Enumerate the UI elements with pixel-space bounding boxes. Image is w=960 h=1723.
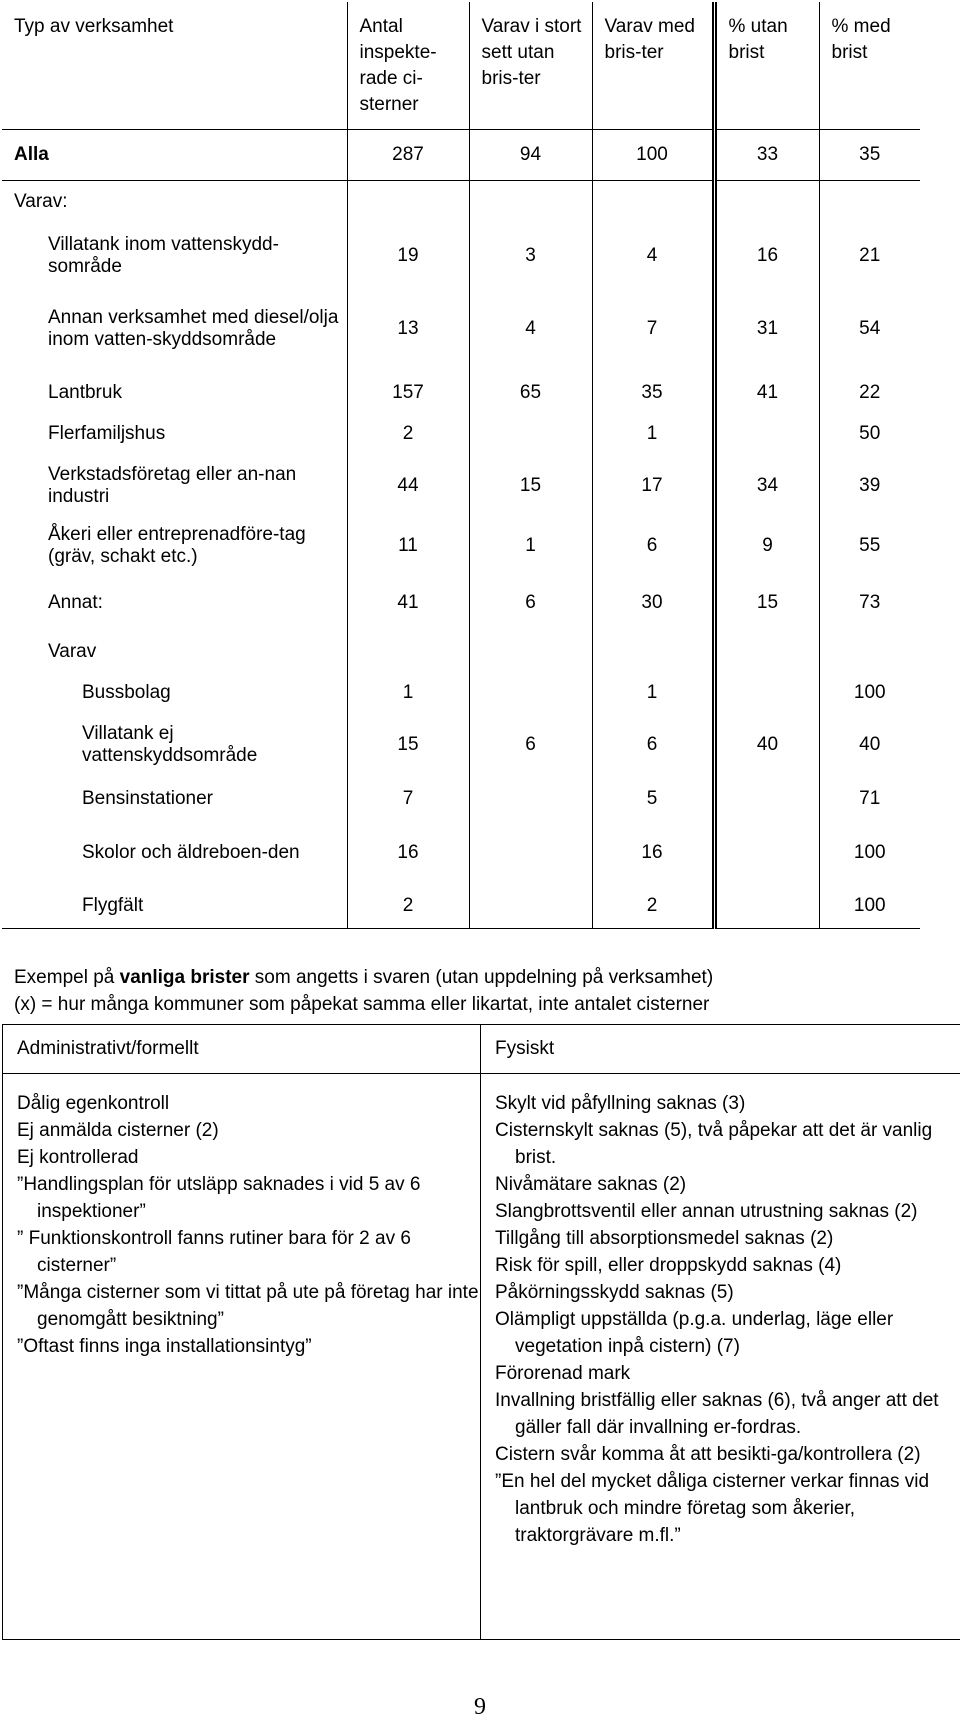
inspection-table xyxy=(2,2,920,929)
cell-value xyxy=(592,631,714,672)
table-row xyxy=(2,714,920,776)
table-row xyxy=(2,414,920,454)
table-row xyxy=(2,454,920,517)
cell-value: 6 xyxy=(592,714,714,776)
row-label: Annat: xyxy=(48,592,103,613)
cell-value xyxy=(714,180,819,224)
row-label: Villatank inom vattenskydd-sområde xyxy=(48,233,279,277)
cell-value: 287 xyxy=(347,129,469,180)
header-without-defects: Varav i stort sett utan bris-ter xyxy=(469,2,592,129)
table-row xyxy=(2,822,920,884)
list-item: Slangbrottsventil eller annan utrustning saknas (2) xyxy=(495,1201,918,1222)
list-item: Olämpligt uppställda (p.g.a. underlag, läge eller vegetation inpå cistern) (7) xyxy=(495,1309,894,1357)
cell-value xyxy=(714,822,819,884)
note-line-2: (x) = hur många kommuner som påpekat samma eller likartat, inte antalet cisterner xyxy=(14,994,710,1015)
table-row xyxy=(2,224,920,287)
cell-value: 94 xyxy=(469,129,592,180)
table-row xyxy=(2,371,920,414)
cell-value: 16 xyxy=(592,822,714,884)
cell-value: 15 xyxy=(347,714,469,776)
page-number: 9 xyxy=(474,1694,486,1720)
cell-value xyxy=(714,776,819,822)
cell-value: 6 xyxy=(469,714,592,776)
cell-value: 6 xyxy=(592,517,714,575)
admin-column xyxy=(3,1074,481,1640)
cell-value: 33 xyxy=(714,129,819,180)
cell-value xyxy=(592,180,714,224)
cell-value: 15 xyxy=(714,575,819,631)
cell-value xyxy=(347,180,469,224)
cell-value: 100 xyxy=(819,884,920,928)
cell-value: 40 xyxy=(714,714,819,776)
table-row xyxy=(2,884,920,928)
cell-value xyxy=(347,631,469,672)
list-item: Risk för spill, eller droppskydd saknas (4) xyxy=(495,1255,842,1276)
row-label: Alla xyxy=(2,129,347,180)
row-label: Varav: xyxy=(14,191,68,213)
cell-value xyxy=(469,672,592,714)
cell-value: 1 xyxy=(469,517,592,575)
list-item: ”Oftast finns inga installationsintyg” xyxy=(17,1336,312,1357)
list-item: Ej anmälda cisterner (2) xyxy=(17,1120,219,1141)
table-header-row xyxy=(2,2,920,129)
note-emphasis: vanliga brister xyxy=(119,967,250,988)
row-label: Varav xyxy=(48,640,97,662)
cell-value: 13 xyxy=(347,287,469,371)
physical-list xyxy=(481,1074,960,1549)
cell-value: 35 xyxy=(819,129,920,180)
cell-value: 39 xyxy=(819,454,920,517)
list-item: ”Många cisterner som vi tittat på ute på företag har inte genomgått besiktning” xyxy=(17,1282,479,1330)
list-item: Skylt vid påfyllning saknas (3) xyxy=(495,1093,746,1114)
cell-value: 54 xyxy=(819,287,920,371)
list-item: Nivåmätare saknas (2) xyxy=(495,1174,687,1195)
list-item: Invallning bristfällig eller saknas (6), två anger att det gäller fall där invallning er-fordras. xyxy=(495,1390,939,1438)
row-label: Annan verksamhet med diesel/olja inom vatten-skyddsområde xyxy=(48,307,339,350)
row-label: Bussbolag xyxy=(82,682,171,703)
cell-value: 41 xyxy=(714,371,819,414)
list-item: ”Handlingsplan för utsläpp saknades i vid 5 av 6 inspektioner” xyxy=(17,1174,421,1222)
table-row xyxy=(2,776,920,822)
table-row xyxy=(2,575,920,631)
cell-value: 4 xyxy=(469,287,592,371)
list-item: Påkörningsskydd saknas (5) xyxy=(495,1282,734,1303)
header-activity-type: Typ av verksamhet xyxy=(2,2,347,129)
cell-value: 73 xyxy=(819,575,920,631)
cell-value: 9 xyxy=(714,517,819,575)
cell-value xyxy=(469,414,592,454)
cell-value xyxy=(714,884,819,928)
physical-heading: Fysiskt xyxy=(481,1025,960,1074)
table-row xyxy=(2,672,920,714)
list-item: Cistern svår komma åt att besikti-ga/kontrollera (2) xyxy=(495,1444,921,1465)
cell-value: 2 xyxy=(347,414,469,454)
cell-value: 17 xyxy=(592,454,714,517)
table-row xyxy=(2,631,920,672)
list-item: Förorenad mark xyxy=(495,1363,631,1384)
cell-value: 4 xyxy=(592,224,714,287)
cell-value: 19 xyxy=(347,224,469,287)
cell-value: 1 xyxy=(592,414,714,454)
cell-value: 157 xyxy=(347,371,469,414)
row-label: Flygfält xyxy=(2,884,347,928)
cell-value: 44 xyxy=(347,454,469,517)
row-label: Verkstadsföretag eller an-nan industri xyxy=(48,463,297,507)
note-line-1 xyxy=(14,967,713,989)
list-item: Dålig egenkontroll xyxy=(17,1093,170,1114)
cell-value xyxy=(469,884,592,928)
row-label: Bensinstationer xyxy=(82,788,213,809)
table-row xyxy=(2,287,920,371)
cell-value: 11 xyxy=(347,517,469,575)
cell-value: 100 xyxy=(592,129,714,180)
defects-lists xyxy=(2,1024,960,1640)
physical-column xyxy=(481,1074,960,1640)
row-label: Åkeri eller entreprenadföre-tag (gräv, schakt etc.) xyxy=(48,524,306,567)
cell-value: 7 xyxy=(592,287,714,371)
cell-value: 16 xyxy=(714,224,819,287)
list-item: Cisternskylt saknas (5), två påpekar att det är vanlig brist. xyxy=(495,1120,933,1168)
table-row xyxy=(2,129,920,180)
list-item: Ej kontrollerad xyxy=(17,1147,139,1168)
cell-value xyxy=(469,776,592,822)
cell-value xyxy=(469,180,592,224)
cell-value: 31 xyxy=(714,287,819,371)
cell-value: 40 xyxy=(819,714,920,776)
row-label: Skolor och äldreboen-den xyxy=(82,842,300,863)
cell-value: 65 xyxy=(469,371,592,414)
cell-value: 100 xyxy=(819,822,920,884)
cell-value xyxy=(469,822,592,884)
cell-value: 16 xyxy=(347,822,469,884)
cell-value: 3 xyxy=(469,224,592,287)
admin-heading: Administrativt/formellt xyxy=(3,1025,481,1074)
cell-value: 5 xyxy=(592,776,714,822)
header-percent-with: % med brist xyxy=(819,2,920,129)
cell-value: 55 xyxy=(819,517,920,575)
cell-value xyxy=(819,180,920,224)
list-item: ”En hel del mycket dåliga cisterner verkar finnas vid lantbruk och mindre företag som åkerier, traktorgrävare m.fl.” xyxy=(495,1471,930,1546)
list-item: ” Funktionskontroll fanns rutiner bara för 2 av 6 cisterner” xyxy=(17,1228,411,1276)
row-label: Lantbruk xyxy=(48,381,122,403)
header-inspected-count: Antal inspekte-rade ci-sterner xyxy=(347,2,469,129)
cell-value: 30 xyxy=(592,575,714,631)
cell-value: 100 xyxy=(819,672,920,714)
cell-value: 6 xyxy=(469,575,592,631)
cell-value: 21 xyxy=(819,224,920,287)
row-label: Flerfamiljshus xyxy=(48,423,166,444)
cell-value: 2 xyxy=(592,884,714,928)
cell-value: 35 xyxy=(592,371,714,414)
admin-list xyxy=(3,1074,480,1360)
header-with-defects: Varav med bris-ter xyxy=(592,2,714,129)
list-item: Tillgång till absorptionsmedel saknas (2) xyxy=(495,1228,834,1249)
cell-value: 7 xyxy=(347,776,469,822)
cell-value: 41 xyxy=(347,575,469,631)
cell-value xyxy=(714,631,819,672)
cell-value xyxy=(469,631,592,672)
cell-value xyxy=(714,414,819,454)
cell-value: 15 xyxy=(469,454,592,517)
table-row xyxy=(2,517,920,575)
cell-value: 34 xyxy=(714,454,819,517)
cell-value xyxy=(714,672,819,714)
cell-value: 71 xyxy=(819,776,920,822)
header-percent-without: % utan brist xyxy=(714,2,819,129)
cell-value: 22 xyxy=(819,371,920,414)
cell-value: 2 xyxy=(347,884,469,928)
row-label: Villatank ej vattenskyddsområde xyxy=(82,723,258,766)
note-text: Exempel på xyxy=(14,967,120,988)
table-row xyxy=(2,180,920,224)
cell-value: 50 xyxy=(819,414,920,454)
cell-value xyxy=(819,631,920,672)
note-text: som angetts i svaren (utan uppdelning på verksamhet) xyxy=(249,967,714,988)
cell-value: 1 xyxy=(347,672,469,714)
cell-value: 1 xyxy=(592,672,714,714)
